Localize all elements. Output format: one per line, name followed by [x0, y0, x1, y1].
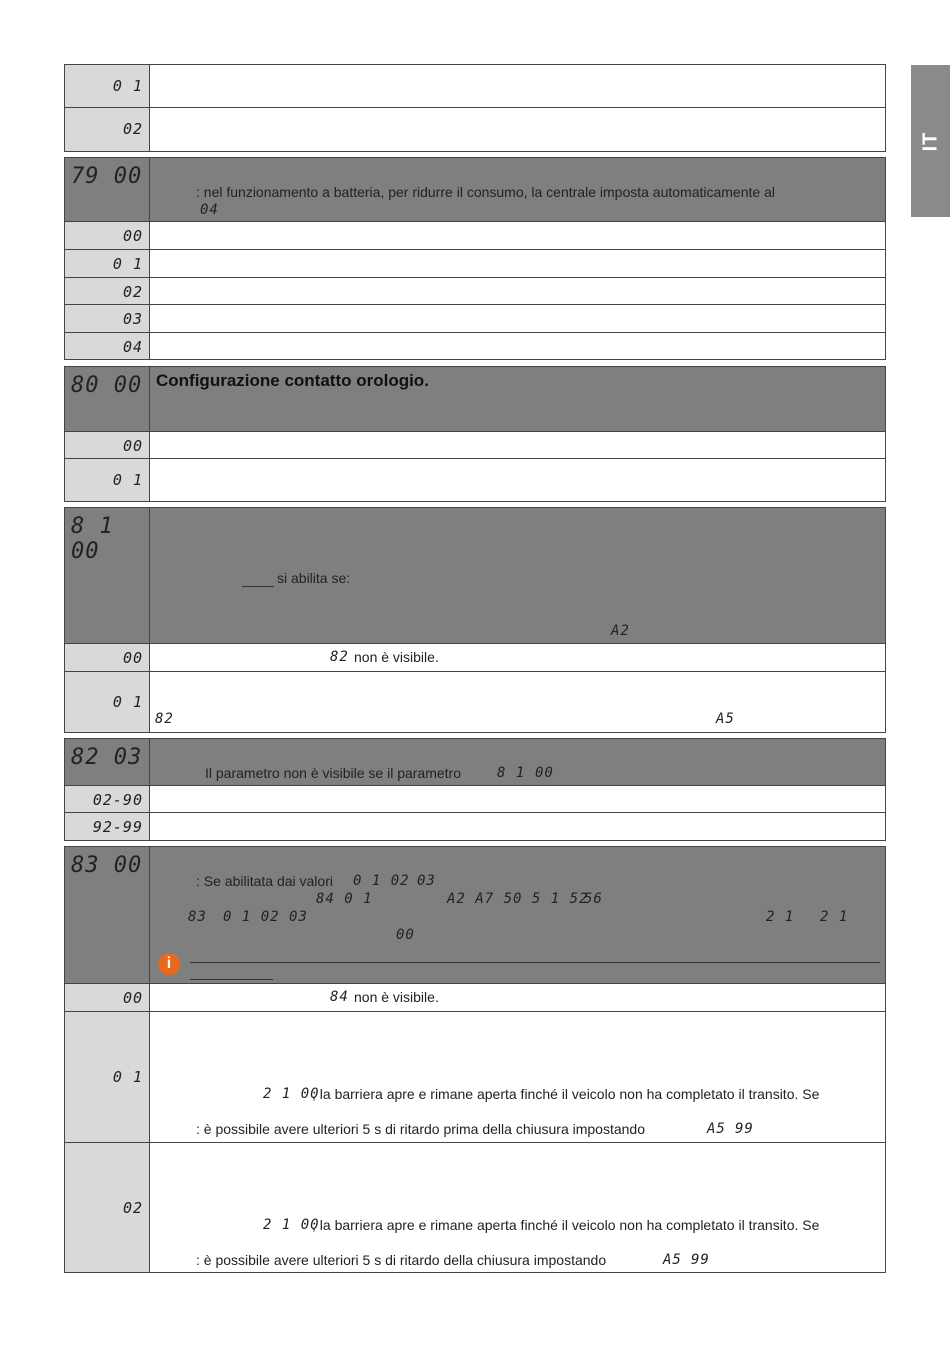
value-desc-text: , la barriera apre e rimane aperta finché il veicolo non ha completato il transito. Se [312, 1086, 820, 1102]
delay-note: : è possibile avere ulteriori 5 s di ritardo della chiusura impostando [196, 1252, 607, 1268]
value-code-cell [65, 1012, 150, 1143]
value-desc-cell [150, 459, 886, 502]
delay-note: : è possibile avere ulteriori 5 s di ritardo prima della chiusura impostando [196, 1121, 645, 1137]
value-desc-cell [150, 1143, 886, 1273]
table-row [65, 250, 886, 278]
value-code-cell [65, 333, 150, 360]
value-desc-text: non è visibile. [354, 989, 439, 1005]
blank-underline [242, 586, 274, 587]
value-desc-cell [150, 250, 886, 278]
value-desc-cell [150, 65, 886, 108]
value-code-cell [65, 984, 150, 1012]
table-row [65, 644, 886, 672]
param-ref-value: 99 [691, 1252, 710, 1268]
value-desc-cell [150, 305, 886, 333]
param-table-81 [64, 507, 886, 733]
param-ref-value: 00 [535, 765, 554, 781]
ref-code: A2 [611, 623, 630, 639]
param-header-row [65, 739, 886, 786]
value-desc-cell [150, 984, 886, 1012]
param-ref: 2 1 [766, 909, 795, 925]
table-row [65, 65, 886, 108]
language-tab-label: IT [919, 131, 941, 151]
value-desc-cell [150, 108, 886, 152]
value-code: 00 [122, 649, 143, 667]
value-code: 0 1 [112, 77, 143, 95]
value-code: 92-99 [92, 818, 143, 836]
value-code: 0 1 [112, 693, 143, 711]
value-desc-cell [150, 813, 886, 841]
param-desc-cell [150, 367, 886, 432]
param-ref-value: 99 [735, 1121, 754, 1137]
value-desc-cell [150, 222, 886, 250]
table-row [65, 432, 886, 459]
language-tab[interactable] [911, 65, 950, 217]
value-code: 00 [122, 437, 143, 455]
value-code: 0 1 [112, 255, 143, 273]
param-ref: 84 [330, 989, 349, 1005]
value-desc-cell [150, 786, 886, 813]
value-code: 02 [122, 283, 143, 301]
param-table-79 [64, 157, 886, 360]
param-ref: 83 [188, 909, 207, 925]
value-code-cell [65, 222, 150, 250]
enable-condition-text: : Se abilitata dai valori [196, 873, 333, 889]
param-ref: A5 [707, 1121, 726, 1137]
value-desc-cell [150, 1012, 886, 1143]
param-table-top [64, 64, 886, 152]
value-desc-cell [150, 333, 886, 360]
value-desc-cell [150, 644, 886, 672]
param-code-cell [65, 367, 150, 432]
param-ref: 2 1 [820, 909, 849, 925]
param-header-row [65, 158, 886, 222]
param-table-83 [64, 846, 886, 1273]
value-code: 02-90 [92, 791, 143, 809]
param-ref-value: 00 [396, 927, 415, 943]
param-title: Configurazione contatto orologio. [156, 371, 429, 390]
value-code-cell [65, 278, 150, 305]
battery-note: : nel funzionamento a batteria, per ridurre il consumo, la centrale imposta automaticamente al [196, 184, 775, 200]
value-code-cell [65, 1143, 150, 1273]
value-desc-cell [150, 672, 886, 733]
table-row [65, 1143, 886, 1273]
param-ref: 56 [584, 891, 603, 907]
param-code: 8 1 00 [71, 514, 114, 564]
param-desc-cell [150, 508, 886, 644]
param-ref: 8 1 [497, 765, 526, 781]
param-header-row [65, 847, 886, 984]
param-desc-cell [150, 739, 886, 786]
battery-note-value: 04 [200, 202, 219, 218]
enable-value: 03 [417, 873, 436, 889]
param-code: 83 00 [71, 853, 143, 878]
param-ref: 82 [330, 649, 349, 665]
value-code: 04 [122, 338, 143, 356]
param-desc-cell [150, 158, 886, 222]
value-code-cell [65, 459, 150, 502]
value-code-cell [65, 250, 150, 278]
value-code-cell [65, 305, 150, 333]
table-row [65, 672, 886, 733]
table-row [65, 305, 886, 333]
param-code-cell [65, 847, 150, 984]
param-ref: A5 [716, 711, 735, 727]
value-code: 03 [122, 310, 143, 328]
table-row [65, 813, 886, 841]
note-divider [190, 962, 880, 963]
param-code: 82 03 [71, 745, 143, 770]
param-table-80 [64, 366, 886, 502]
value-code-cell [65, 786, 150, 813]
table-row [65, 786, 886, 813]
param-ref: 2 1 00 [263, 1086, 320, 1102]
table-row [65, 108, 886, 152]
enable-values: 0 1 02 [353, 873, 410, 889]
value-code-cell [65, 672, 150, 733]
param-desc-cell [150, 847, 886, 984]
visibility-note: Il parametro non è visibile se il parametro [205, 765, 462, 781]
value-code: 02 [122, 1199, 143, 1217]
param-ref: 82 [155, 711, 174, 727]
value-code-cell [65, 644, 150, 672]
table-row [65, 984, 886, 1012]
value-code-cell [65, 108, 150, 152]
param-ref: 2 1 00 [263, 1217, 320, 1233]
param-header-row [65, 367, 886, 432]
param-code-cell [65, 739, 150, 786]
value-desc-cell [150, 278, 886, 305]
param-code-cell [65, 508, 150, 644]
param-code-cell [65, 158, 150, 222]
param-ref: 84 0 1 [316, 891, 373, 907]
param-header-row [65, 508, 886, 644]
value-desc-text: , la barriera apre e rimane aperta finché il veicolo non ha completato il transito. Se [312, 1217, 820, 1233]
value-code: 0 1 [112, 1068, 143, 1086]
param-code: 79 00 [71, 164, 143, 189]
info-icon: i [158, 953, 180, 975]
table-row [65, 222, 886, 250]
table-row [65, 333, 886, 360]
table-row [65, 1012, 886, 1143]
value-code-cell [65, 432, 150, 459]
value-code: 00 [122, 989, 143, 1007]
value-code: 0 1 [112, 471, 143, 489]
param-code: 80 00 [71, 373, 143, 398]
value-code: 02 [122, 120, 143, 138]
enable-condition-text: si abilita se: [277, 570, 351, 586]
value-desc-text: non è visibile. [354, 649, 439, 665]
note-underline [190, 979, 273, 980]
table-row [65, 459, 886, 502]
value-desc-cell [150, 432, 886, 459]
value-code-cell [65, 813, 150, 841]
value-code-cell [65, 65, 150, 108]
value-code: 00 [122, 227, 143, 245]
param-table-82 [64, 738, 886, 841]
table-row [65, 278, 886, 305]
param-list: A2 A7 50 5 1 52 [447, 891, 589, 907]
param-values: 0 1 02 03 [223, 909, 308, 925]
param-ref: A5 [663, 1252, 682, 1268]
